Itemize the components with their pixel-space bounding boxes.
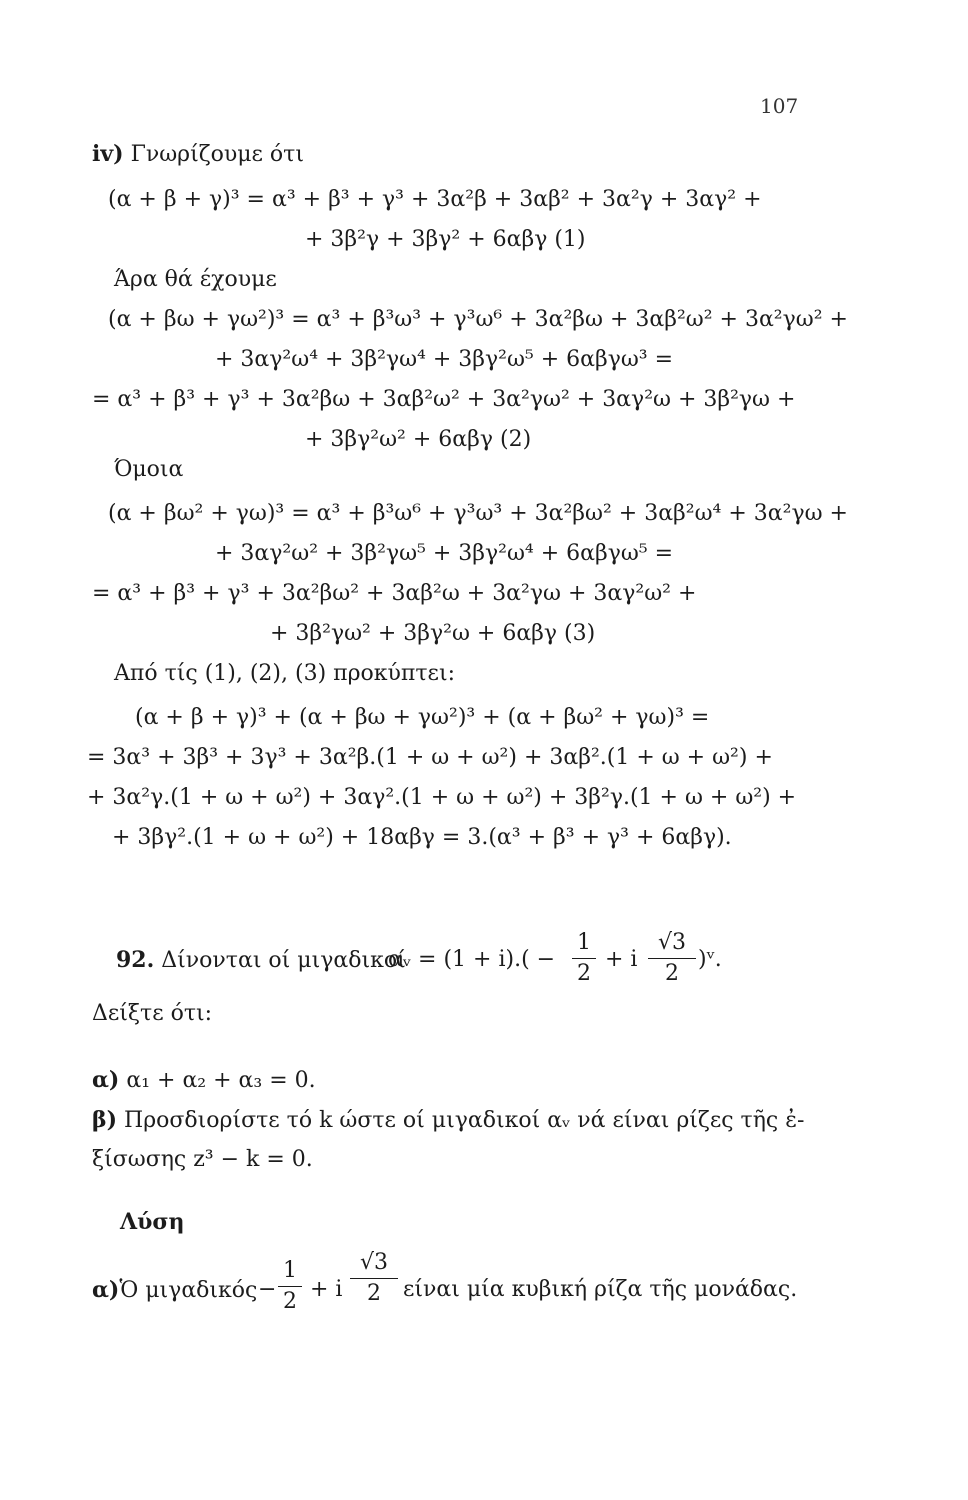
fraction-denominator: 2 [577,961,591,986]
sum-line-2: = 3α³ + 3β³ + 3γ³ + 3α²β.(1 + ω + ω²) + 3αβ².(1 + ω + ω²) + [87,745,773,770]
problem-formula-right: )ᵛ. [698,947,722,972]
fraction-numerator: √3 [359,1250,388,1275]
sum-line-3: + 3α²γ.(1 + ω + ω²) + 3αγ².(1 + ω + ω²) + 3β²γ.(1 + ω + ω²) + [87,785,797,810]
section-iv-label: iv) [92,141,124,167]
solution-minus: − [258,1277,277,1302]
part-b-label: β) [92,1107,118,1133]
fraction-bar [648,958,696,959]
eq2-line-3: = α³ + β³ + γ³ + 3α²βω + 3αβ²ω² + 3α²γω² + 3αγ²ω + 3β²γω + [92,387,796,412]
eq2-line-2: + 3αγ²ω⁴ + 3β²γω⁴ + 3βγ²ω⁵ + 6αβγω³ = [215,347,674,372]
solution-a-label: α) [92,1277,120,1303]
identity-line-2: + 3β²γ + 3βγ² + 6αβγ (1) [305,227,586,252]
fraction-denominator: 2 [367,1281,381,1306]
eq3-line-4: + 3β²γω² + 3βγ²ω + 6αβγ (3) [270,621,596,646]
solution-a-tail: είναι μία κυβική ρίζα τῆς μονάδας. [403,1277,798,1302]
part-a-text: α₁ + α₂ + α₃ = 0. [126,1068,316,1093]
eq3-line-3: = α³ + β³ + γ³ + 3α²βω² + 3αβ²ω + 3α²γω + 3αγ²ω² + [92,581,697,606]
solution-a-intro [92,1276,257,1305]
part-b-line-1 [92,1106,804,1135]
page-number: 107 [760,94,799,118]
problem-formula-left: αᵥ = (1 + i).( − [388,947,556,972]
solution-fraction-2 [350,1250,398,1307]
eq3-line-2: + 3αγ²ω² + 3β²γω⁵ + 3βγ²ω⁴ + 6αβγω⁵ = [215,541,674,566]
problem-92-statement [116,946,406,975]
eq2-line-4: + 3βγ²ω² + 6αβγ (2) [305,427,532,452]
part-a [92,1066,316,1095]
part-a-label: α) [92,1067,120,1093]
therefore-text: Άρα θά έχουμε [114,267,277,292]
eq3-line-1: (α + βω² + γω)³ = α³ + β³ω⁶ + γ³ω³ + 3α²βω² + 3αβ²ω⁴ + 3α²γω + [108,501,848,526]
part-b-line-2: ξίσωσης z³ − k = 0. [92,1147,313,1172]
show-text: Δείξτε ότι: [92,1001,213,1026]
fraction-denominator: 2 [665,961,679,986]
fraction-denominator: 2 [283,1289,297,1314]
fraction-numerator: 1 [283,1258,297,1283]
problem-plus-i: + i [605,947,638,972]
identity-line-1: (α + β + γ)³ = α³ + β³ + γ³ + 3α²β + 3αβ² + 3α²γ + 3αγ² + [108,187,762,212]
problem-number: 92. [116,947,155,973]
problem-fraction-1 [572,930,596,987]
fraction-bar [572,958,596,959]
solution-heading: Λύση [120,1209,185,1235]
solution-fraction-1 [278,1258,302,1315]
solution-plus-i: + i [310,1277,343,1302]
problem-fraction-2 [648,930,696,987]
sum-line-4: + 3βγ².(1 + ω + ω²) + 18αβγ = 3.(α³ + β³ + γ³ + 6αβγ). [112,825,732,850]
problem-given-text: Δίνονται οί μιγαδικοί [161,948,406,973]
fraction-numerator: 1 [577,930,591,955]
sum-line-1: (α + β + γ)³ + (α + βω + γω²)³ + (α + βω² + γω)³ = [135,705,710,730]
similarly-text: Όμοια [114,457,184,482]
solution-a-text: Ὁ μιγαδικός [119,1278,258,1303]
from-text: Από τίς (1), (2), (3) προκύπτει: [114,661,455,686]
part-b-text: Προσδιορίστε τό k ώστε οί μιγαδικοί αᵥ νά είναι ρίζες τῆς ἐ- [124,1108,805,1133]
fraction-bar [278,1286,302,1287]
eq2-line-1: (α + βω + γω²)³ = α³ + β³ω³ + γ³ω⁶ + 3α²βω + 3αβ²ω² + 3α²γω² + [108,307,848,332]
section-iv-intro [92,140,304,169]
fraction-numerator: √3 [657,930,686,955]
section-iv-intro-text: Γνωρίζουμε ότι [130,142,304,167]
fraction-bar [350,1278,398,1279]
